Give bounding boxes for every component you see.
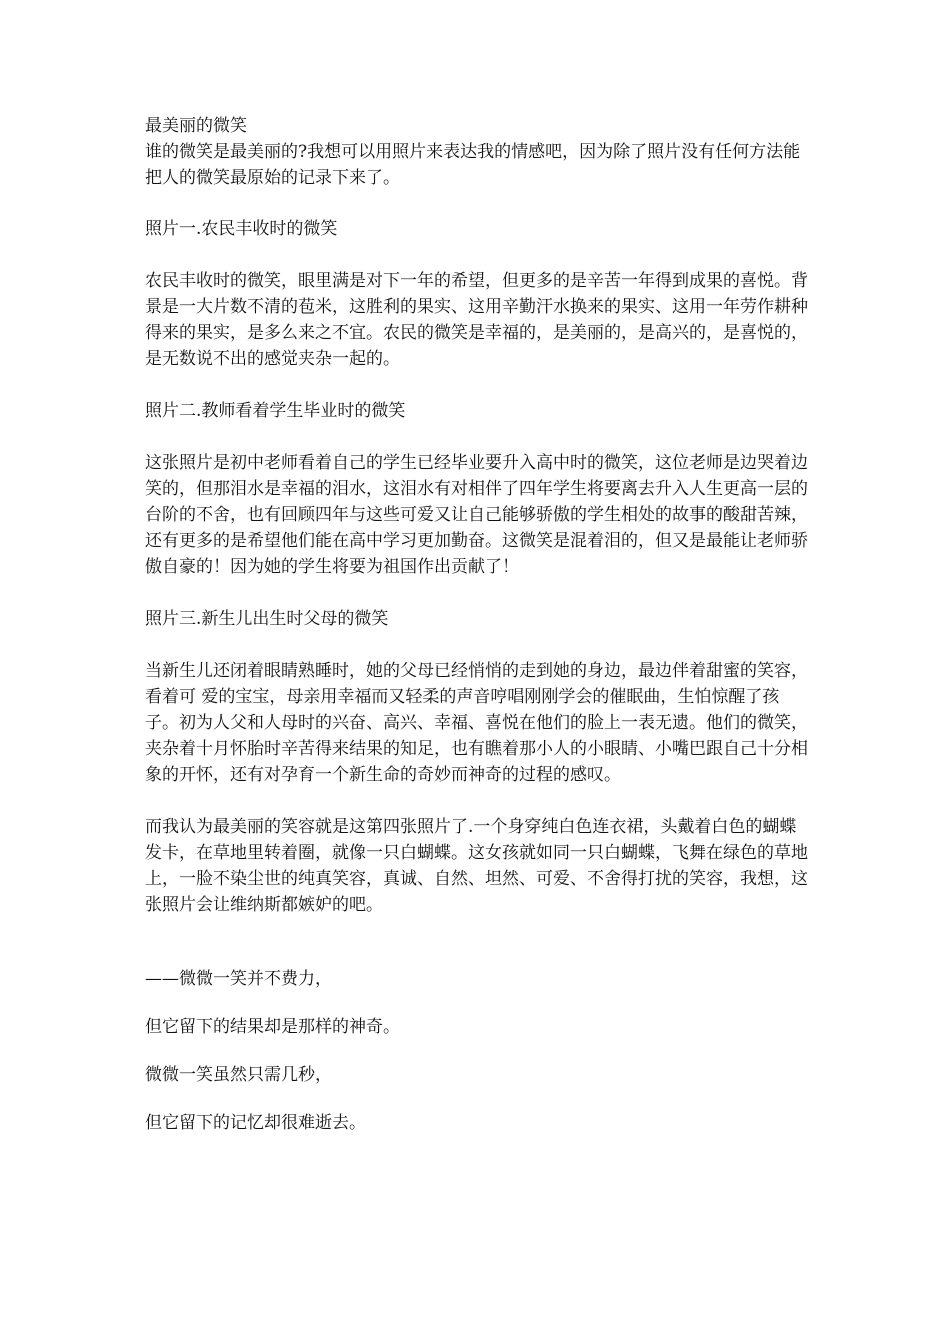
conclusion-paragraph: 而我认为最美丽的笑容就是这第四张照片了.一个身穿纯白色连衣裙，头戴着白色的蝴蝶发卡，在草地里转着圈，就像一只白蝴蝶。这女孩就如同一只白蝴蝶，飞舞在绿色的草地上，一脸不染尘世的纯真笑容，真诚、自然、坦然、可爱、不舍得打扰的笑容，我想，这张照片会让维纳斯都嫉妒的吧。 [145, 817, 808, 915]
poem-line-1: ——微微一笑并不费力， [145, 969, 332, 989]
section-heading-2: 照片二.教师看着学生毕业时的微笑 [145, 401, 406, 421]
poem-line-2: 但它留下的结果却是那样的神奇。 [145, 1017, 400, 1037]
intro-paragraph: 谁的微笑是最美丽的?我想可以用照片来表达我的情感吧，因为除了照片没有任何方法能把人的微笑最原始的记录下来了。 [145, 142, 801, 188]
poem-line-3: 微微一笑虽然只需几秒， [145, 1065, 332, 1085]
document-title: 最美丽的微笑 [145, 116, 247, 136]
poem-line-4: 但它留下的记忆却很难逝去。 [145, 1113, 366, 1133]
document-page [145, 113, 813, 1137]
section-heading-1: 照片一.农民丰收时的微笑 [145, 219, 338, 239]
section-heading-3: 照片三.新生儿出生时父母的微笑 [145, 609, 389, 629]
section-body-1: 农民丰收时的微笑，眼里满是对下一年的希望，但更多的是辛苦一年得到成果的喜悦。背景是一大片数不清的苞米，这胜利的果实、这用辛勤汗水换来的果实、这用一年劳作耕种得来的果实，是多么来之不宜。农民的微笑是幸福的，是美丽的，是高兴的，是喜悦的，是无数说不出的感觉夹杂一起的。 [145, 271, 808, 369]
section-body-3: 当新生儿还闭着眼睛熟睡时，她的父母已经悄悄的走到她的身边，最边伴着甜蜜的笑容，看着可 爱的宝宝，母亲用幸福而又轻柔的声音哼唱刚刚学会的催眠曲，生怕惊醒了孩子。初为人父和人母时的兴奋、高兴、幸福、喜悦在他们的脸上一表无遗。他们的微笑，夹杂着十月怀胎时辛苦得来结果的知足，也有瞧着那小人的小眼睛、小嘴巴跟自己十分相象的开怀，还有对孕育一个新生命的奇妙而神奇的过程的感叹。 [145, 661, 808, 785]
section-body-2: 这张照片是初中老师看着自己的学生已经毕业要升入高中时的微笑，这位老师是边哭着边笑的，但那泪水是幸福的泪水，这泪水有对相伴了四年学生将要离去升入人生更高一层的台阶的不舍，也有回顾四年与这些可爱又让自己能够骄傲的学生相处的故事的酸甜苦辣，还有更多的是希望他们能在高中学习更加勤奋。这微笑是混着泪的，但又是最能让老师骄傲自豪的！因为她的学生将要为祖国作出贡献了！ [145, 453, 808, 577]
